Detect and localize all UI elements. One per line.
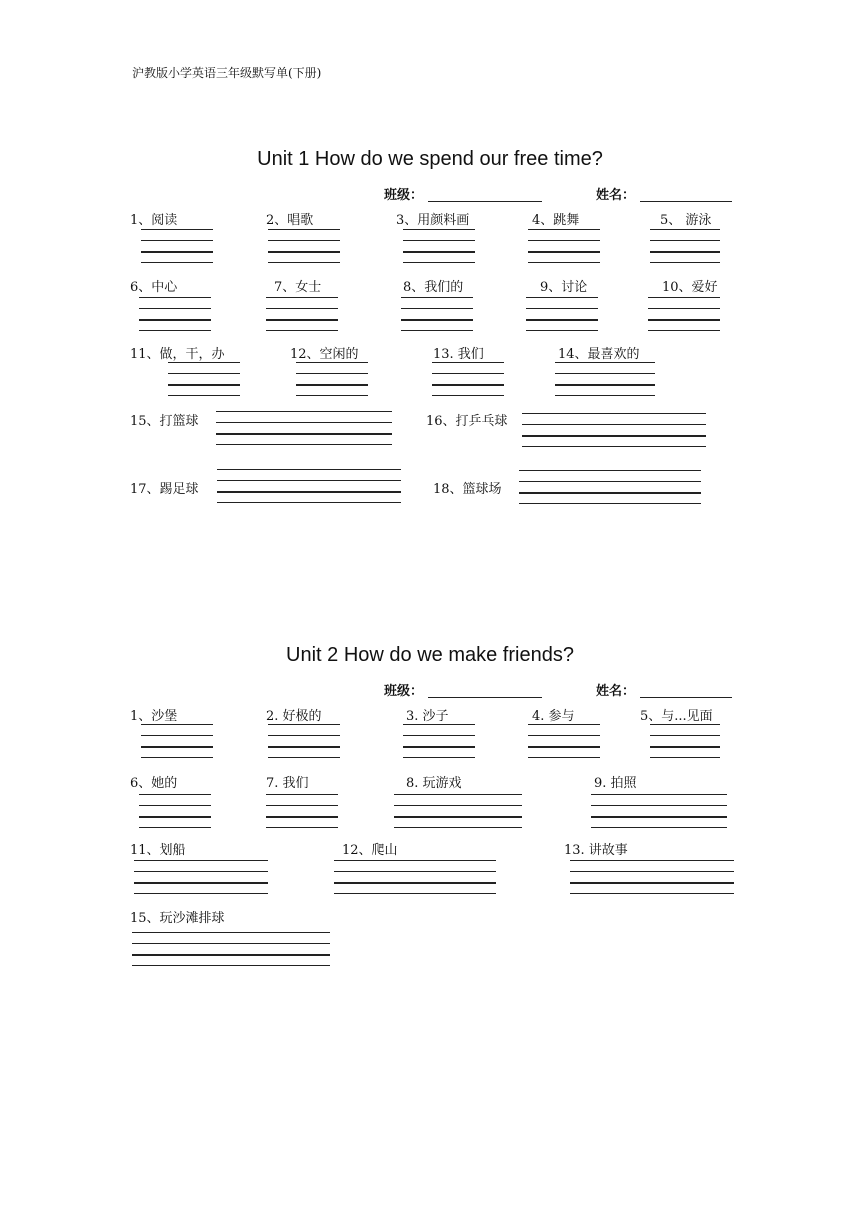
writing-line[interactable]: [141, 262, 213, 263]
item-label: 5、与...见面: [640, 709, 713, 724]
writing-line[interactable]: [526, 319, 598, 321]
writing-line[interactable]: [522, 424, 706, 425]
item-label: 13. 我们: [433, 347, 484, 362]
writing-line[interactable]: [266, 297, 338, 298]
writing-line[interactable]: [591, 816, 727, 818]
item-label: 5、 游泳: [660, 213, 712, 228]
writing-line[interactable]: [648, 319, 720, 321]
writing-line[interactable]: [141, 240, 213, 241]
writing-line[interactable]: [141, 229, 213, 230]
worksheet-header-note: 沪教版小学英语三年级默写单(下册): [132, 66, 322, 80]
writing-line[interactable]: [334, 882, 496, 884]
writing-line[interactable]: [334, 860, 496, 861]
writing-line[interactable]: [268, 251, 340, 253]
item-label: 6、中心: [130, 280, 178, 295]
writing-line[interactable]: [432, 384, 504, 386]
writing-line[interactable]: [401, 308, 473, 309]
writing-line[interactable]: [522, 446, 706, 447]
writing-line[interactable]: [528, 735, 600, 736]
writing-line[interactable]: [528, 262, 600, 263]
writing-line[interactable]: [526, 330, 598, 331]
writing-line[interactable]: [266, 319, 338, 321]
writing-line[interactable]: [141, 251, 213, 253]
item-label: 15、玩沙滩排球: [130, 911, 225, 926]
writing-line[interactable]: [139, 827, 211, 828]
writing-line[interactable]: [403, 251, 475, 253]
writing-line[interactable]: [650, 229, 720, 230]
writing-line[interactable]: [401, 319, 473, 321]
class-name-row: [380, 680, 740, 702]
item-label: 9. 拍照: [594, 776, 637, 791]
writing-line[interactable]: [528, 251, 600, 253]
writing-line[interactable]: [650, 240, 720, 241]
name-label: 姓名：: [596, 188, 636, 203]
writing-line[interactable]: [134, 882, 268, 884]
name-blank[interactable]: [640, 201, 732, 202]
writing-line[interactable]: [217, 491, 401, 493]
writing-line[interactable]: [266, 816, 338, 818]
writing-line[interactable]: [168, 373, 240, 374]
writing-line[interactable]: [266, 805, 338, 806]
writing-line[interactable]: [528, 240, 600, 241]
writing-line[interactable]: [555, 362, 655, 363]
writing-line[interactable]: [394, 816, 522, 818]
writing-line[interactable]: [401, 330, 473, 331]
writing-line[interactable]: [139, 794, 211, 795]
writing-line[interactable]: [403, 746, 475, 748]
writing-line[interactable]: [519, 492, 701, 494]
writing-line[interactable]: [334, 893, 496, 894]
item-label: 12、空闲的: [290, 347, 359, 362]
writing-line[interactable]: [268, 746, 340, 748]
writing-line[interactable]: [266, 827, 338, 828]
item-label: 18、篮球场: [433, 482, 502, 497]
item-label: 3、用颜料画: [396, 213, 470, 228]
writing-line[interactable]: [268, 757, 340, 758]
writing-line[interactable]: [141, 724, 213, 725]
writing-line[interactable]: [141, 757, 213, 758]
writing-line[interactable]: [134, 860, 268, 861]
writing-line[interactable]: [650, 757, 720, 758]
item-label: 2、唱歌: [266, 213, 314, 228]
writing-line[interactable]: [650, 262, 720, 263]
writing-line[interactable]: [526, 297, 598, 298]
writing-line[interactable]: [403, 735, 475, 736]
writing-line[interactable]: [132, 965, 330, 966]
writing-line[interactable]: [139, 330, 211, 331]
item-label: 8、我们的: [403, 280, 464, 295]
item-label: 7. 我们: [266, 776, 309, 791]
writing-line[interactable]: [648, 297, 720, 298]
writing-line[interactable]: [139, 816, 211, 818]
writing-line[interactable]: [132, 943, 330, 944]
writing-line[interactable]: [394, 794, 522, 795]
writing-line[interactable]: [591, 827, 727, 828]
name-blank[interactable]: [640, 697, 732, 698]
name-label: 姓名：: [596, 684, 636, 699]
writing-line[interactable]: [528, 757, 600, 758]
class-blank[interactable]: [428, 697, 542, 698]
item-label: 11、划船: [130, 843, 186, 858]
writing-line[interactable]: [296, 373, 368, 374]
writing-line[interactable]: [591, 794, 727, 795]
unit-2-title: Unit 2 How do we make friends?: [286, 644, 574, 666]
item-label: 4、跳舞: [532, 213, 580, 228]
writing-line[interactable]: [522, 413, 706, 414]
writing-line[interactable]: [650, 251, 720, 253]
writing-line[interactable]: [168, 362, 240, 363]
writing-line[interactable]: [268, 724, 340, 725]
class-name-row: [380, 184, 740, 206]
item-label: 1、阅读: [130, 213, 178, 228]
item-label: 14、最喜欢的: [558, 347, 640, 362]
writing-line[interactable]: [268, 229, 340, 230]
writing-line[interactable]: [394, 827, 522, 828]
item-label: 4. 参与: [532, 709, 575, 724]
writing-line[interactable]: [650, 724, 720, 725]
item-label: 6、她的: [130, 776, 178, 791]
writing-line[interactable]: [570, 860, 734, 861]
class-label: 班级：: [384, 188, 424, 203]
writing-line[interactable]: [296, 395, 368, 396]
writing-line[interactable]: [570, 893, 734, 894]
item-label: 16、打乒乓球: [426, 414, 508, 429]
writing-line[interactable]: [403, 240, 475, 241]
writing-line[interactable]: [216, 433, 392, 435]
writing-line[interactable]: [141, 746, 213, 748]
writing-line[interactable]: [334, 871, 496, 872]
class-label: 班级：: [384, 684, 424, 699]
writing-line[interactable]: [217, 480, 401, 481]
writing-line[interactable]: [519, 470, 701, 471]
writing-line[interactable]: [519, 503, 701, 504]
writing-line[interactable]: [216, 411, 392, 412]
item-label: 13. 讲故事: [564, 843, 628, 858]
writing-line[interactable]: [296, 384, 368, 386]
writing-line[interactable]: [528, 724, 600, 725]
item-label: 1、沙堡: [130, 709, 178, 724]
writing-line[interactable]: [266, 308, 338, 309]
writing-line[interactable]: [134, 893, 268, 894]
writing-line[interactable]: [139, 319, 211, 321]
writing-line[interactable]: [555, 384, 655, 386]
writing-line[interactable]: [132, 932, 330, 933]
writing-line[interactable]: [570, 871, 734, 872]
writing-line[interactable]: [432, 395, 504, 396]
writing-line[interactable]: [217, 469, 401, 470]
writing-line[interactable]: [528, 229, 600, 230]
writing-line[interactable]: [522, 435, 706, 437]
item-label: 8. 玩游戏: [406, 776, 462, 791]
writing-line[interactable]: [528, 746, 600, 748]
writing-line[interactable]: [650, 746, 720, 748]
item-label: 10、爱好: [662, 280, 718, 295]
writing-line[interactable]: [168, 384, 240, 386]
writing-line[interactable]: [134, 871, 268, 872]
writing-line[interactable]: [432, 362, 504, 363]
writing-line[interactable]: [648, 308, 720, 309]
writing-line[interactable]: [394, 805, 522, 806]
writing-line[interactable]: [268, 240, 340, 241]
writing-line[interactable]: [570, 882, 734, 884]
writing-line[interactable]: [555, 373, 655, 374]
writing-line[interactable]: [216, 444, 392, 445]
writing-line[interactable]: [401, 297, 473, 298]
class-blank[interactable]: [428, 201, 542, 202]
writing-line[interactable]: [648, 330, 720, 331]
item-label: 2. 好极的: [266, 709, 322, 724]
item-label: 17、踢足球: [130, 482, 199, 497]
writing-line[interactable]: [403, 262, 475, 263]
writing-line[interactable]: [403, 229, 475, 230]
writing-line[interactable]: [139, 297, 211, 298]
writing-line[interactable]: [266, 794, 338, 795]
writing-line[interactable]: [403, 757, 475, 758]
writing-line[interactable]: [296, 362, 368, 363]
writing-line[interactable]: [591, 805, 727, 806]
item-label: 11、做，干，办: [130, 347, 225, 362]
writing-line[interactable]: [266, 330, 338, 331]
item-label: 7、女士: [274, 280, 322, 295]
writing-line[interactable]: [132, 954, 330, 956]
item-label: 9、讨论: [540, 280, 588, 295]
item-label: 15、打篮球: [130, 414, 199, 429]
writing-line[interactable]: [139, 805, 211, 806]
item-label: 3. 沙子: [406, 709, 449, 724]
writing-line[interactable]: [650, 735, 720, 736]
writing-line[interactable]: [268, 735, 340, 736]
writing-line[interactable]: [555, 395, 655, 396]
writing-line[interactable]: [168, 395, 240, 396]
writing-line[interactable]: [216, 422, 392, 423]
writing-line[interactable]: [268, 262, 340, 263]
writing-line[interactable]: [141, 735, 213, 736]
unit-1-title: Unit 1 How do we spend our free time?: [257, 148, 603, 170]
writing-line[interactable]: [139, 308, 211, 309]
writing-line[interactable]: [432, 373, 504, 374]
writing-line[interactable]: [526, 308, 598, 309]
writing-line[interactable]: [217, 502, 401, 503]
writing-line[interactable]: [403, 724, 475, 725]
item-label: 12、爬山: [342, 843, 398, 858]
writing-line[interactable]: [519, 481, 701, 482]
